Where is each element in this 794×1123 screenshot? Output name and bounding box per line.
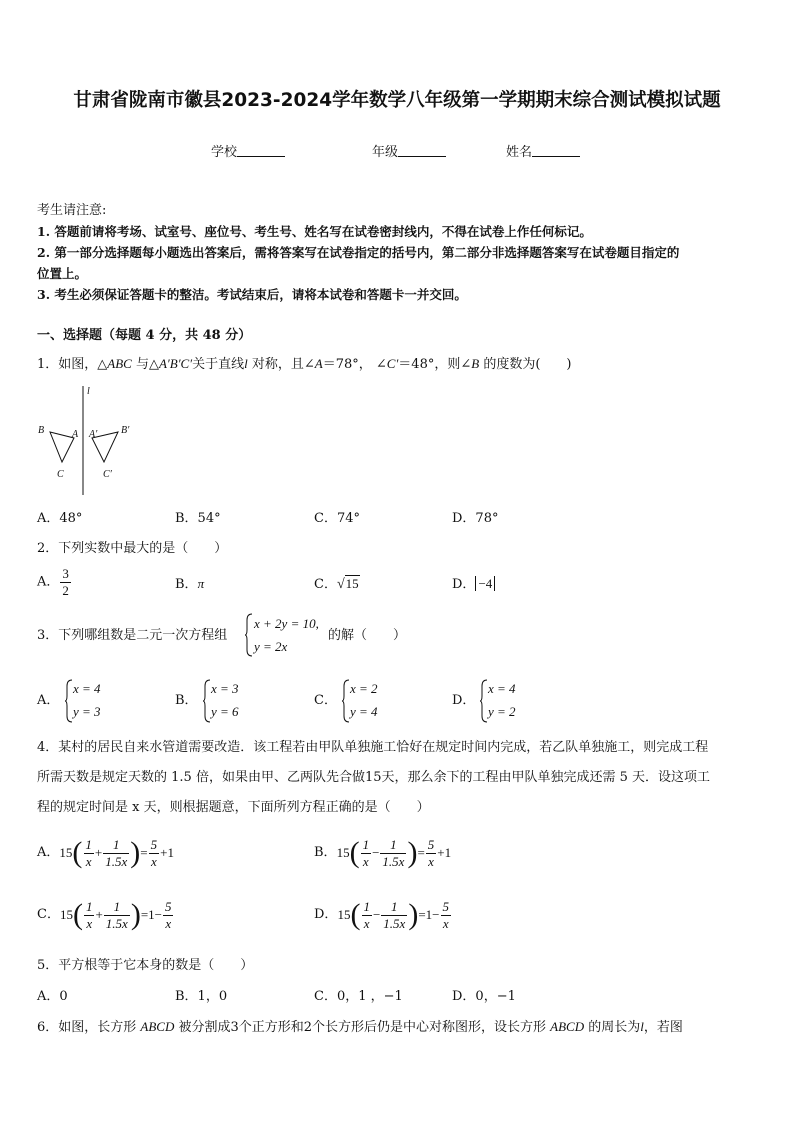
q5-option-d: D．0，−1: [452, 989, 516, 1004]
q4-option-d: D．15( $\frac{1}{x}$ − $\frac{1}{1.5x}$ )=1− $\frac{5}{x}$: [314, 898, 449, 931]
q5-option-a: A．0: [37, 989, 68, 1004]
q2-option-c: C．√15: [314, 576, 359, 592]
name-blank: [532, 144, 580, 157]
label-B2: B′: [121, 425, 130, 436]
notice-item-1: 1. 答题前请将考场、试室号、座位号、考生号、姓名写在试卷密封线内，不得在试卷上作任何标记。: [37, 224, 592, 239]
q1-option-c: C．74°: [314, 511, 360, 526]
notice-item-2-cont: 位置上。: [37, 266, 88, 281]
question-1-stem: 1．如图，△ABC 与△A′B′C′关于直线l 对称，且∠A＝78°， ∠C′＝48°，则∠B 的度数为( ): [37, 356, 572, 372]
question-6-stem: 6．如图，长方形 ABCD 被分割成3个正方形和2个长方形后仍是中心对称图形，设长方形 ABCD 的周长为l，若图: [37, 1019, 683, 1035]
label-C: C: [57, 469, 64, 480]
q2-option-a: A． $\frac{3}{2}$: [37, 566, 69, 598]
label-A: A: [72, 429, 79, 440]
q2-option-b: B．π: [175, 576, 205, 592]
q4-option-c: C．15( $\frac{1}{x}$ + $\frac{1}{1.5x}$ )=1− $\frac{5}{x}$: [37, 898, 172, 931]
q5-option-c: C．0，1 ，−1: [314, 989, 403, 1004]
label-B: B: [38, 425, 45, 436]
q4-option-b: B．15( $\frac{1}{x}$ − $\frac{1}{1.5x}$ )= $\frac{5}{x}$ +1: [314, 836, 452, 869]
question-3-stem: 3．下列哪组数是二元一次方程组: [37, 628, 228, 643]
q1-option-d: D．78°: [452, 511, 499, 526]
question-4-line-1: 4．某村的居民自来水管道需要改造．该工程若由甲队单独施工恰好在规定时间内完成，若乙队单独施工，则完成工程: [37, 740, 709, 755]
question-1-figure: [36, 380, 146, 500]
grade-blank: [398, 144, 446, 157]
q1-option-b: B．54°: [175, 511, 221, 526]
q5-option-b: B．1，0: [175, 989, 228, 1004]
school-label: 学校: [211, 145, 238, 160]
q2-option-d: D． −4: [452, 576, 495, 593]
q3-option-d: D．: [452, 693, 476, 708]
question-3-stem-end: 的解（ ）: [328, 628, 407, 643]
school-blank: [237, 144, 285, 157]
question-4-line-2: 所需天数是规定天数的 1.5 倍，如果由甲、乙两队先合做15天，那么余下的工程由甲队单独完成还需 5 天．设这项工: [37, 770, 711, 785]
label-A2: A′: [89, 429, 98, 440]
triangle-abc: [50, 432, 74, 462]
label-C2: C′: [103, 469, 112, 480]
grade-field: [372, 141, 446, 160]
page-title: 甘肃省陇南市徽县2023-2024学年数学八年级第一学期期末综合测试模拟试题: [73, 90, 721, 111]
q3-option-c: C．: [314, 693, 337, 708]
name-field: [506, 141, 580, 160]
left-brace-icon: [244, 612, 254, 658]
notice-item-2: 2. 第一部分选择题每小题选出答案后，需将答案写在试卷指定的括号内，第二部分非选择题答案写在试卷题目指定的: [37, 245, 680, 260]
question-5-stem: 5．平方根等于它本身的数是（ ）: [37, 958, 254, 973]
question-2-stem: 2．下列实数中最大的是（ ）: [37, 541, 228, 556]
q3-option-b: B．: [175, 693, 198, 708]
notice-item-3: 3. 考生必须保证答题卡的整洁。考试结束后，请将本试卷和答题卡一并交回。: [37, 287, 467, 302]
question-4-line-3: 程的规定时间是 x 天，则根据题意，下面所列方程正确的是（ ）: [37, 800, 430, 815]
school-field: [211, 141, 285, 160]
q1-option-a: A．48°: [37, 511, 83, 526]
grade-label: 年级: [372, 145, 399, 160]
notice-heading: 考生请注意:: [37, 203, 107, 218]
exam-page: 甘肃省陇南市徽县2023-2024学年数学八年级第一学期期末综合测试模拟试题 学校 年级 姓名 考生请注意: 1. 答题前请将考场、试室号、座位号、考生号、姓名写在试卷密封线内，不得在试卷上作任何标记。 2. 第一部分选择题每小题选出答案后，需将答案写在试卷指定的括号内，第二部分非选择题答案写在试卷题目指定的 位置上。 3. 考生必须保证答题卡的整洁。考试结束后，请将本试卷和答题卡一并交回。 一、选择题（每题 4 分，共 48 分） 1．如图，△ABC 与△A′B′C′关于直线l 对称，且∠A＝78°， ∠C′＝48°，则∠B 的度数为( ) l B A A′ B′ C C′ A．48° B．54° C．74° D．78° 2．下列实数中最大的是（ ） A． $\frac{3}{2}$ B．π C．√15 D． −4 3．下列哪组数是二元一次方程组 x + 2y = 10, y = 2x 的解（ ） A． x = 4 y = 3 B． x = 3 y = 6 C． x = 2 y = 4 D． x = 4 y = 2 4．某村的居民自来水管道需要改造．该工程若由甲队单独施工恰好在规定时间内完成，若乙队单独施工，则完成工程 所需天数是规定天数的 1.5 倍，如果由甲、乙两队先合做15天，那么余下的工程由甲队单独完成还需 5 天．设这项工 程的规定时间是 x 天，则根据题意，下面所列方程正确的是（ ） A．15( $\frac{1}{x}$ + $\frac{1}{1.5x}$ )= $\frac{5}{x}$ +1 B．15( $\frac{1}{x}$ − $\frac{1}{1.5x}$ )= $\frac{5}{x}$ +1 C．15( $\frac{1}{x}$ + $\frac{1}{1.5x}$ )=1− $\frac{5}{x}$ D．15( $\frac{1}{x}$ − $\frac{1}{1.5x}$ )=1− $\frac{5}{x}$ 5．平方根等于它本身的数是（ ） A．0 B．1，0 C．0，1 ，−1 D．0，−1 6．如图，长方形 ABCD 被分割成3个正方形和2个长方形后仍是中心对称图形，设长方形 ABCD 的周长为l，若图: [0, 0, 794, 1123]
q3-option-a: A．: [37, 693, 60, 708]
name-label: 姓名: [506, 145, 533, 160]
q4-option-a: A．15( $\frac{1}{x}$ + $\frac{1}{1.5x}$ )= $\frac{5}{x}$ +1: [37, 836, 174, 869]
section-heading: 一、选择题（每题 4 分，共 48 分）: [37, 328, 252, 343]
label-l: l: [87, 386, 90, 397]
